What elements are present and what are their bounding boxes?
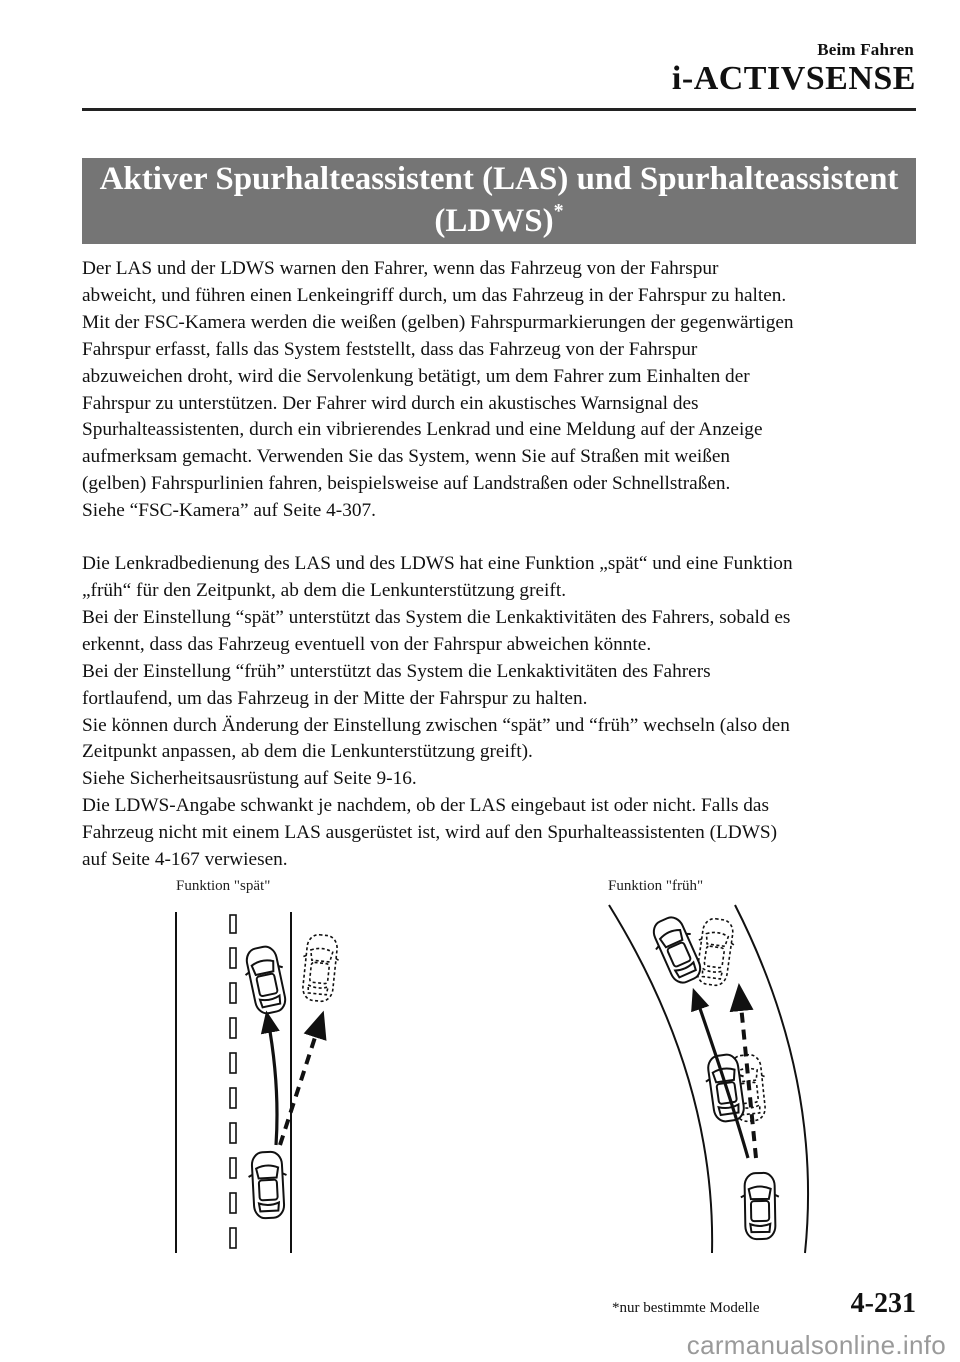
body-text (82, 256, 922, 874)
page-reference-fsc-camera: Siehe “FSC-Kamera” auf Seite 4-307. (82, 500, 376, 522)
page-reference-safety-equipment: Siehe Sicherheitsausrüstung auf Seite 9-16. (82, 768, 417, 790)
early-function-diagram (609, 905, 808, 1253)
section-title-line1: Aktiver Spurhalteassistent (LAS) und Spurhalteassistent (99, 161, 899, 197)
text-line: Fahrspur zu unterstützen. Der Fahrer wird durch ein akustisches Warnsignal des (82, 392, 699, 414)
car-drifting-ghost-icon (298, 933, 343, 1003)
section-title-line2 (82, 200, 916, 242)
paragraph-1 (82, 256, 922, 525)
text-line: (gelben) Fahrspurlinien fahren, beispielsweise auf Landstraßen oder Schnellstraßen. (82, 473, 731, 495)
page-number: 4-231 (850, 1288, 916, 1319)
road-edge-left (609, 905, 712, 1253)
optional-equipment-marker: * (553, 200, 564, 222)
figure-label-late: Funktion "spät" (176, 878, 271, 894)
page-header-title: i-ACTIVSENSE (671, 60, 916, 97)
drift-path-arrow (280, 1022, 320, 1145)
text-line: Fahrzeug nicht mit einem LAS ausgerüstet ist, wird auf den Spurhalteassistenten (LDWS) (82, 822, 778, 844)
car-middle-ghost-icon (726, 1053, 771, 1123)
car-start-icon (247, 1151, 288, 1219)
text-line: abzuweichen droht, wird die Servolenkung betätigt, um dem Fahrer zum Einhalten der (82, 365, 750, 387)
text-line: Bei der Einstellung “früh” unterstützt das System die Lenkaktivitäten des Fahrers (82, 660, 711, 682)
text-line: Der LAS und der LDWS warnen den Fahrer, wenn das Fahrzeug von der Fahrspur (82, 258, 719, 279)
paragraph-2 (82, 551, 922, 874)
text-line: Bei der Einstellung “spät” unterstützt das System die Lenkaktivitäten des Fahrers, sobald es (82, 606, 791, 628)
car-middle-icon (703, 1053, 750, 1124)
corrected-path-arrow (696, 997, 748, 1158)
section-title-text: (LDWS) (434, 203, 554, 239)
text-line: Mit der FSC-Kamera werden die weißen (gelben) Fahrspurmarkierungen der gegenwärtigen (82, 311, 794, 333)
watermark-text: carmanualsonline.info (686, 1330, 946, 1360)
text-line: fortlaufend, um das Fahrzeug in der Mitte der Fahrspur zu halten. (82, 687, 588, 709)
page-reference-ldws: auf Seite 4-167 verwiesen. (82, 849, 288, 871)
text-line: Die LDWS-Angabe schwankt je nachdem, ob der LAS eingebaut ist oder nicht. Falls das (82, 795, 769, 817)
late-function-diagram (176, 912, 342, 1253)
section-title-box (82, 158, 916, 244)
text-line: erkennt, dass das Fahrzeug eventuell von der Fahrspur abweichen könnte. (82, 633, 652, 655)
text-line: abweicht, und führen einen Lenkeingriff durch, um das Fahrzeug in der Fahrspur zu halten. (82, 284, 787, 306)
text-line: Die Lenkradbedienung des LAS und des LDWS hat eine Funktion „spät“ und eine Funktion (82, 553, 793, 575)
car-ahead-ghost-icon (692, 917, 739, 988)
text-line: Fahrspur erfasst, falls das System feststellt, dass das Fahrzeug von der Fahrspur (82, 338, 698, 360)
corrected-path-arrow (268, 1020, 277, 1145)
car-ahead-icon (646, 912, 708, 988)
footnote: *nur bestimmte Modelle (612, 1300, 760, 1316)
text-line: Sie können durch Änderung der Einstellung zwischen “spät” und “früh” wechseln (also den (82, 714, 790, 736)
figure-label-early: Funktion "früh" (608, 878, 704, 894)
header-rule (82, 108, 916, 111)
paragraph-gap (82, 525, 922, 551)
road-edge-right (735, 905, 808, 1253)
lane-divider-dashes (230, 915, 236, 1248)
text-line: Zeitpunkt anpassen, ab dem die Lenkunterstützung greift). (82, 741, 533, 763)
car-corrected-icon (241, 944, 292, 1016)
drift-path-arrow (740, 995, 756, 1158)
text-line: Spurhalteassistenten, durch ein vibrierendes Lenkrad und eine Meldung auf der Anzeige (82, 419, 763, 441)
chapter-label: Beim Fahren (817, 40, 914, 59)
text-line: „früh“ für den Zeitpunkt, ab dem die Lenkunterstützung greift. (82, 579, 567, 601)
text-line: aufmerksam gemacht. Verwenden Sie das System, wenn Sie auf Straßen mit weißen (82, 446, 731, 468)
car-start-icon (740, 1173, 779, 1240)
